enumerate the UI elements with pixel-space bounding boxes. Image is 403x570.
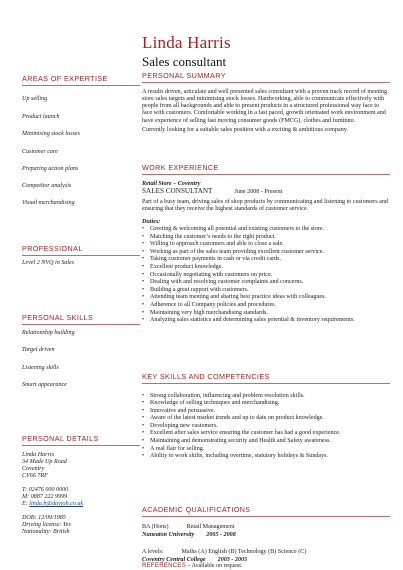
email-link[interactable]: linda.h@dayjob.co.uk [29, 501, 84, 507]
skill-item: Target driven [22, 347, 55, 353]
q2-degree: A levels: [142, 549, 164, 555]
summary-title: PERSONAL SUMMARY [142, 71, 390, 83]
duty-item: • Taking customer payments in cash or via credit cards. [142, 256, 282, 263]
qualification-2-line [142, 549, 306, 556]
expertise-item: Competitor analysis [22, 183, 72, 189]
key-skills-title: KEY SKILLS AND COMPETENCIES [142, 372, 390, 384]
duty-item: • Matching the customer’s needs to the right product. [142, 233, 276, 240]
duty-item: • Greeting & welcoming all potential and existing customers to the store. [142, 225, 325, 232]
personal-details-section [22, 434, 140, 446]
expertise-item: Visual merchandising [22, 200, 75, 206]
q1-years: 2005 - 2008 [206, 532, 236, 538]
duty-item: • Maintaining very high merchandising standards. [142, 309, 268, 316]
work-description: Part of a busy team, driving sales of shop products by communicating and listening to customers and ensuring that they receive the highest standards of customer service. [142, 199, 388, 213]
skill-item: Listening skills [22, 365, 59, 371]
summary-paragraph: A results driven, articulate and well presented sales consultant with a proven track record of meeting store sales targets and minimising stock losses. Hardworking, able to communicate effectively with people from all backgrounds and able to present products in a structured professional way face to face with customers. Comfortable working in a fast paced, growth orientated work environment and have experience of selling fast moving consumer goods (FMCG), clothes and furniture. [142, 88, 388, 124]
personal-skills-title: PERSONAL SKILLS [22, 313, 140, 325]
duties-list [142, 226, 390, 325]
work-section [142, 163, 390, 325]
qualification-1-school-line [142, 532, 236, 539]
q1-degree: BA (Hons) [142, 524, 169, 530]
key-skill-item: • Maintaining and demonstrating security and Health and Safety awareness. [142, 438, 331, 445]
expertise-item: Minimising stock losses [22, 131, 80, 137]
expertise-title: AREAS OF EXPERTISE [22, 74, 140, 86]
professional-section [22, 244, 140, 256]
duty-item: • Working as part of the sales team providing excellent customer service. [142, 248, 324, 255]
detail-line: Nationality: British [22, 529, 70, 535]
detail-line: Linda Harris [22, 452, 55, 458]
skill-item: Smart appearance [22, 382, 67, 388]
qualifications-section [142, 505, 390, 517]
work-title: WORK EXPERIENCE [142, 163, 390, 175]
candidate-role: Sales consultant [142, 54, 227, 69]
detail-line: Coventry [22, 466, 45, 472]
qualification-1-line [142, 524, 234, 531]
duty-item: • Willing to approach customers and able to close a sale. [142, 241, 284, 248]
duty-item: • Dealing with and resolving customer complaints and concerns. [142, 279, 304, 286]
key-skill-item: • Developing new customers. [142, 422, 218, 429]
work-dates: June 2008 - Present [234, 188, 283, 195]
key-skill-item: • Innovative and persuasive. [142, 407, 216, 414]
detail-line: CV66 7RF [22, 473, 48, 479]
detail-line: DOB: 12/09/1985 [22, 515, 66, 521]
duty-item: • Excellent product knowledge. [142, 263, 223, 270]
duty-item: • Occasionally negotiating with customers on price. [142, 271, 273, 278]
q2-school: Coventry Central College [142, 557, 206, 563]
q2-subject: Maths (A) English (B) Technology (B) Science (C) [181, 549, 307, 555]
key-skills-section [142, 372, 390, 461]
detail-line: M: 0887 222 9999 [22, 494, 68, 500]
references-line [142, 563, 242, 569]
personal-skills-section [22, 313, 140, 325]
duty-item: • Building a great rapport with customers. [142, 286, 249, 293]
key-skill-item: • Knowledge of selling techniques and merchandising. [142, 400, 280, 407]
references-text: – Available on request. [187, 563, 243, 569]
key-skill-item: • Ability to work shifts, including overtime, statutory holidays & Sundays. [142, 453, 329, 460]
expertise-item: Preparing action plans [22, 166, 79, 172]
duty-item: • Adherence to all Company policies and procedures. [142, 301, 277, 308]
key-skill-item: • Excellent after sales service ensuring the customer has had a good experience. [142, 430, 341, 437]
references-title: REFERENCES [142, 563, 187, 569]
summary-paragraph-2: Currently looking for a suitable sales position with a exciting & ambitious company. [142, 126, 348, 133]
personal-details-block [22, 452, 140, 536]
q2-years: 2003 - 2005 [217, 557, 248, 563]
duties-label: Duties: [142, 218, 161, 225]
duty-item: • Attending team meeting and sharing best practice ideas with colleagues. [142, 294, 326, 301]
q1-school: Nuneaton University [142, 532, 195, 538]
expertise-item: Product launch [22, 114, 60, 120]
key-skill-item: • Strong collaboration, influencing and problem resolution skills. [142, 392, 305, 399]
detail-line: Driving license: Yes [22, 522, 71, 528]
detail-line: T: 02476 000 0000 [22, 487, 69, 493]
key-skill-item: • A real flair for selling. [142, 445, 205, 452]
key-skill-item: • Aware of the latest market trends and up to date on product knowledge. [142, 415, 324, 422]
detail-line: 34 Made Up Road [22, 459, 67, 465]
work-company: Retail Store – Coventry [142, 180, 201, 187]
q1-subject: Retail Management [186, 524, 235, 530]
qualifications-title: ACADEMIC QUALIFICATIONS [142, 505, 390, 517]
duty-item: • Analyzing sales statistics and determining sales potential & inventory requirements. [142, 317, 355, 324]
personal-details-title: PERSONAL DETAILS [22, 434, 140, 446]
email-label: E: [22, 501, 30, 507]
work-job-title: SALES CONSULTANT [142, 186, 213, 195]
work-job-line [142, 188, 390, 196]
expertise-item: Up selling [22, 96, 48, 102]
skill-item: Relationship building [22, 330, 75, 336]
expertise-section [22, 74, 140, 86]
professional-item: Level 2 NVQ in Sales [22, 260, 75, 266]
expertise-item: Customer care [22, 149, 58, 155]
summary-section [142, 71, 390, 134]
professional-title: PROFESSIONAL [22, 244, 140, 256]
candidate-name: Linda Harris [142, 33, 231, 52]
email-line [22, 501, 140, 508]
key-skills-list [142, 393, 390, 461]
